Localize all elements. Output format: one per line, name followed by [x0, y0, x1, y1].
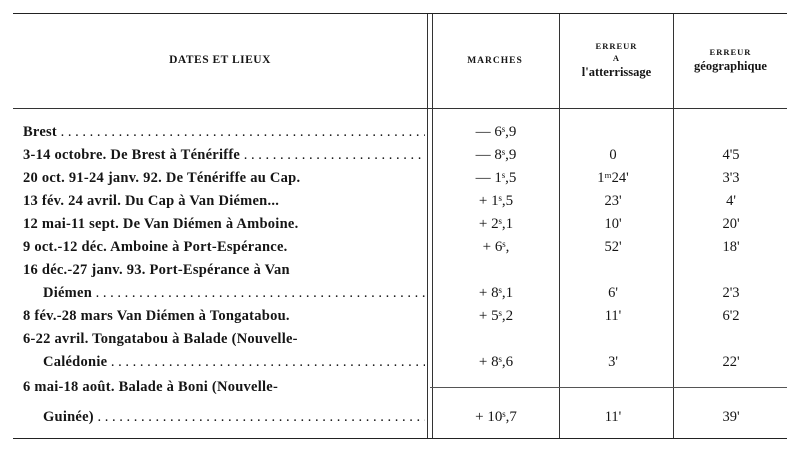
- table-row-geo-error: 18': [722, 239, 740, 255]
- table-row-geo-error: 20': [722, 216, 740, 232]
- header-geo-error: [674, 14, 787, 108]
- table-row-place: 16 déc.-27 janv. 93. Port-Espérance à Van: [23, 262, 290, 278]
- table-row-place: 20 oct. 91-24 janv. 92. De Ténériffe au Cap.: [23, 170, 301, 186]
- table-row-landing-error: 52': [604, 239, 622, 255]
- table-row-place: Calédonie . . .: [43, 352, 425, 373]
- table-row-rate: + 8ˢ,1: [478, 285, 514, 301]
- header-places: [13, 14, 427, 108]
- header-places-label: DATES ET LIEUX: [169, 54, 271, 67]
- table-row-rate: + 10ˢ,7: [475, 409, 517, 425]
- table-row-geo-error: 4': [726, 193, 736, 209]
- header-landing-bottom: l'atterrissage: [581, 65, 652, 80]
- table-row-landing-error: 0: [609, 147, 617, 163]
- row-rule: [430, 387, 787, 388]
- table-row-place: Diémen . . .: [43, 283, 425, 304]
- table-row-landing-error: 3': [608, 354, 618, 370]
- table-row-rate: + 6ˢ,: [482, 239, 510, 255]
- table-row-place: 8 fév.-28 mars Van Diémen à Tongatabou.: [23, 308, 290, 324]
- header-rates: [431, 14, 559, 108]
- header-rule: [13, 108, 787, 109]
- table-row-geo-error: 2'3: [722, 285, 740, 301]
- header-landing-top: ERREUR: [595, 41, 638, 52]
- header-landing-error: [560, 14, 673, 108]
- table-row-rate: — 8ˢ,9: [475, 147, 517, 163]
- table-row-place: 6-22 avril. Tongatabou à Balade (Nouvelle-: [23, 331, 298, 347]
- table-row-place: 9 oct.-12 déc. Amboine à Port-Espérance.: [23, 239, 288, 255]
- table-row-place: 6 mai-18 août. Balade à Boni (Nouvelle-: [23, 379, 279, 395]
- table-row-place: 12 mai-11 sept. De Van Diémen à Amboine.: [23, 216, 299, 232]
- table-row-place: 3-14 octobre. De Brest à Ténériffe . . .: [23, 145, 425, 166]
- table-row-place: Guinée) . . .: [43, 407, 425, 428]
- table-row-rate: + 8ˢ,6: [478, 354, 514, 370]
- table-row-place: Brest . . .: [23, 122, 425, 143]
- header-landing-mid: A: [612, 52, 621, 63]
- table-row-geo-error: 22': [722, 354, 740, 370]
- table-frame: [13, 13, 787, 439]
- header-geo-bottom: géographique: [694, 59, 767, 74]
- table-row-landing-error: 23': [604, 193, 622, 209]
- table-row-landing-error: 11': [604, 308, 622, 324]
- table-row-landing-error: 11': [604, 409, 622, 425]
- header-rates-label: MARCHES: [467, 55, 523, 66]
- table-row-landing-error: 10': [604, 216, 622, 232]
- table-row-rate: — 6ˢ,9: [475, 124, 517, 140]
- table-row-landing-error: 6': [608, 285, 618, 301]
- table-row-geo-error: 6'2: [722, 308, 740, 324]
- table-row-geo-error: 4'5: [722, 147, 740, 163]
- table-row-geo-error: 3'3: [722, 170, 740, 186]
- header-geo-top: ERREUR: [709, 46, 752, 57]
- table-row-place: 13 fév. 24 avril. Du Cap à Van Diémen...: [23, 193, 280, 209]
- table-row-rate: + 2ˢ,1: [478, 216, 514, 232]
- table-row-rate: + 5ˢ,2: [478, 308, 514, 324]
- table-row-geo-error: 39': [722, 409, 740, 425]
- table-row-rate: + 1ˢ,5: [478, 193, 514, 209]
- table-row-landing-error: 1ᵐ24': [597, 170, 629, 186]
- table-row-rate: — 1ˢ,5: [475, 170, 517, 186]
